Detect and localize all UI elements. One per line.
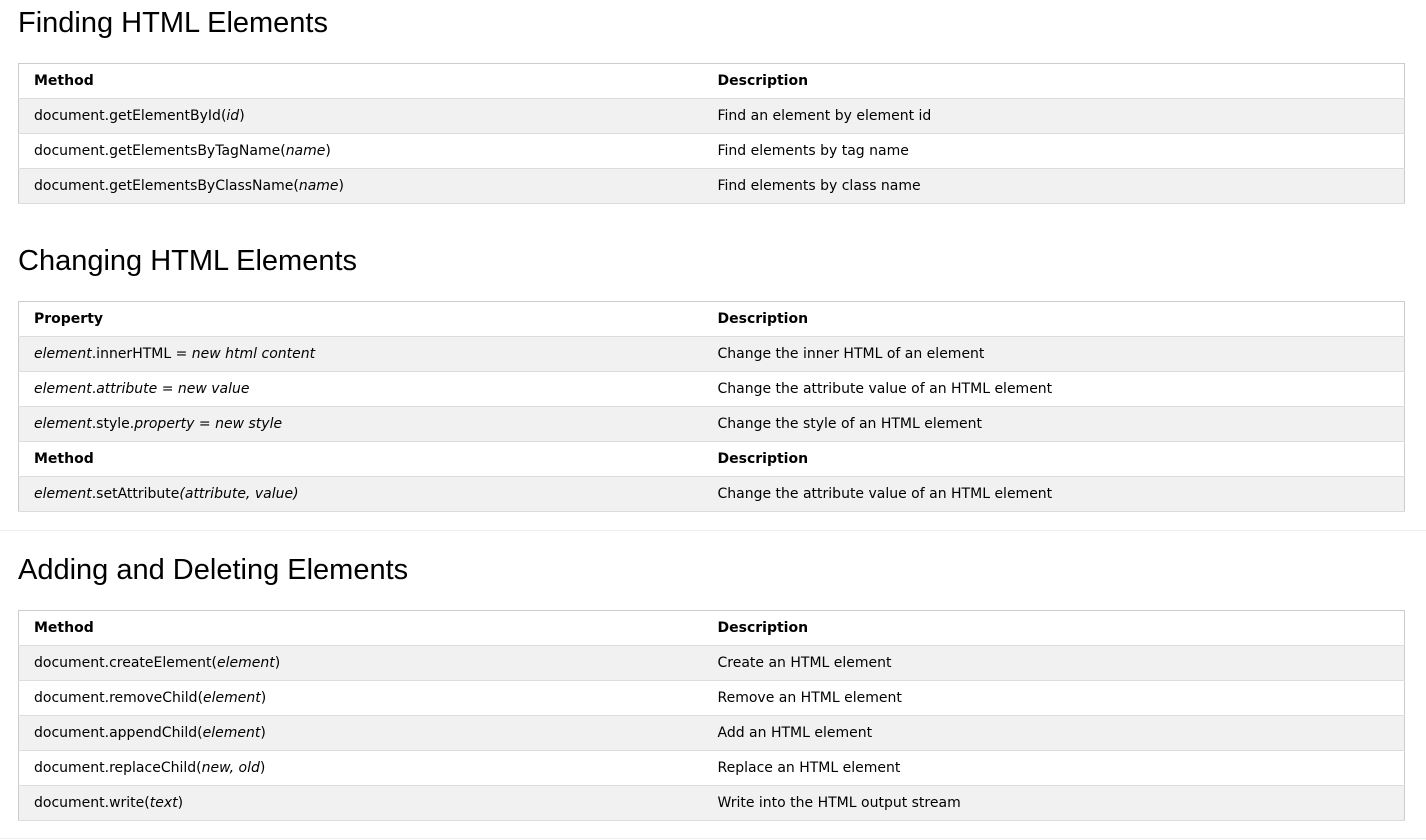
column-header <box>19 302 703 337</box>
api-cell <box>19 751 703 786</box>
description-cell: Change the attribute value of an HTML element <box>703 372 1405 407</box>
api-cell <box>19 646 703 681</box>
api-cell <box>19 99 703 134</box>
section-divider <box>0 838 1426 839</box>
reference-table <box>18 610 1405 821</box>
code-text: document.getElementsByTagName( <box>34 143 286 159</box>
table-header-row <box>19 442 1405 477</box>
parameter-text: element <box>34 486 92 502</box>
api-cell <box>19 407 703 442</box>
section-title: Adding and Deleting Elements <box>18 554 409 586</box>
parameter-text: name <box>298 178 339 194</box>
table-row <box>19 751 1405 786</box>
section-adding-deleting-elements <box>18 553 1404 811</box>
parameter-text: text <box>149 795 178 811</box>
parameter-text: id <box>226 108 240 124</box>
description-cell: Write into the HTML output stream <box>703 786 1405 821</box>
description-cell: Find elements by class name <box>703 169 1405 204</box>
parameter-text: new html content <box>191 346 316 362</box>
code-text: document.appendChild( <box>34 725 203 741</box>
description-cell: Create an HTML element <box>703 646 1405 681</box>
table-row <box>19 407 1405 442</box>
table-row <box>19 169 1405 204</box>
table-header-row <box>19 64 1405 99</box>
column-header <box>19 64 703 99</box>
code-text: document.write( <box>34 795 150 811</box>
code-text: .setAttribute <box>91 486 180 502</box>
code-text: document.createElement( <box>34 655 217 671</box>
code-text: .innerHTML = <box>91 346 192 362</box>
api-cell <box>19 134 703 169</box>
table-row <box>19 372 1405 407</box>
parameter-text: attribute = new value <box>96 381 250 397</box>
column-header <box>19 442 703 477</box>
table-row <box>19 99 1405 134</box>
parameter-text: element <box>202 725 261 741</box>
section-finding-elements <box>18 6 1404 194</box>
code-text: Method <box>34 451 94 467</box>
description-cell: Change the attribute value of an HTML element <box>703 477 1405 512</box>
column-header <box>19 611 703 646</box>
table-row <box>19 681 1405 716</box>
code-text: ) <box>239 108 245 124</box>
code-text: document.getElementsByClassName( <box>34 178 299 194</box>
reference-table <box>18 301 1405 512</box>
description-cell: Add an HTML element <box>703 716 1405 751</box>
section-title: Finding HTML Elements <box>18 7 328 39</box>
parameter-text: name <box>285 143 326 159</box>
section-divider <box>0 530 1426 531</box>
description-cell: Replace an HTML element <box>703 751 1405 786</box>
api-cell <box>19 372 703 407</box>
code-text: ) <box>260 690 267 706</box>
parameter-text: property <box>134 416 195 432</box>
api-cell <box>19 337 703 372</box>
parameter-text: element <box>34 346 92 362</box>
code-text: ) <box>274 655 281 671</box>
table-row <box>19 786 1405 821</box>
code-text: . <box>91 381 97 397</box>
table-header-row <box>19 302 1405 337</box>
parameter-text: element <box>34 416 92 432</box>
api-cell <box>19 681 703 716</box>
section-title: Changing HTML Elements <box>18 245 358 277</box>
api-cell <box>19 716 703 751</box>
parameter-text: element <box>34 381 92 397</box>
description-cell: Find elements by tag name <box>703 134 1405 169</box>
parameter-text: new, old <box>201 760 260 776</box>
code-text: Property <box>34 311 104 327</box>
table-row <box>19 646 1405 681</box>
column-header: Description <box>703 611 1405 646</box>
code-text: ) <box>177 795 184 811</box>
table-row <box>19 337 1405 372</box>
table-row <box>19 134 1405 169</box>
code-text: ) <box>325 143 331 159</box>
code-text: ) <box>259 760 266 776</box>
code-text: ) <box>338 178 344 194</box>
parameter-text: element <box>203 690 261 706</box>
code-text: .style. <box>91 416 135 432</box>
column-header: Description <box>703 64 1405 99</box>
parameter-text: new style <box>215 416 283 432</box>
description-cell: Remove an HTML element <box>703 681 1405 716</box>
description-cell: Find an element by element id <box>703 99 1405 134</box>
code-text: document.replaceChild( <box>34 760 202 776</box>
description-cell: Change the inner HTML of an element <box>703 337 1405 372</box>
table-header-row <box>19 611 1405 646</box>
code-text: Method <box>34 73 94 89</box>
api-cell <box>19 477 703 512</box>
code-text: = <box>194 416 216 432</box>
api-cell <box>19 169 703 204</box>
table-row <box>19 716 1405 751</box>
code-text: Method <box>34 620 94 636</box>
code-text: document.removeChild( <box>34 690 204 706</box>
table-row <box>19 477 1405 512</box>
column-header: Description <box>703 302 1405 337</box>
reference-table <box>18 63 1405 204</box>
code-text: ) <box>260 725 266 741</box>
api-cell <box>19 786 703 821</box>
description-cell: Change the style of an HTML element <box>703 407 1405 442</box>
code-text: document.getElementById( <box>34 108 227 124</box>
parameter-text: element <box>216 655 275 671</box>
parameter-text: (attribute, value) <box>179 486 299 502</box>
column-header: Description <box>703 442 1405 477</box>
section-changing-elements <box>18 244 1404 502</box>
